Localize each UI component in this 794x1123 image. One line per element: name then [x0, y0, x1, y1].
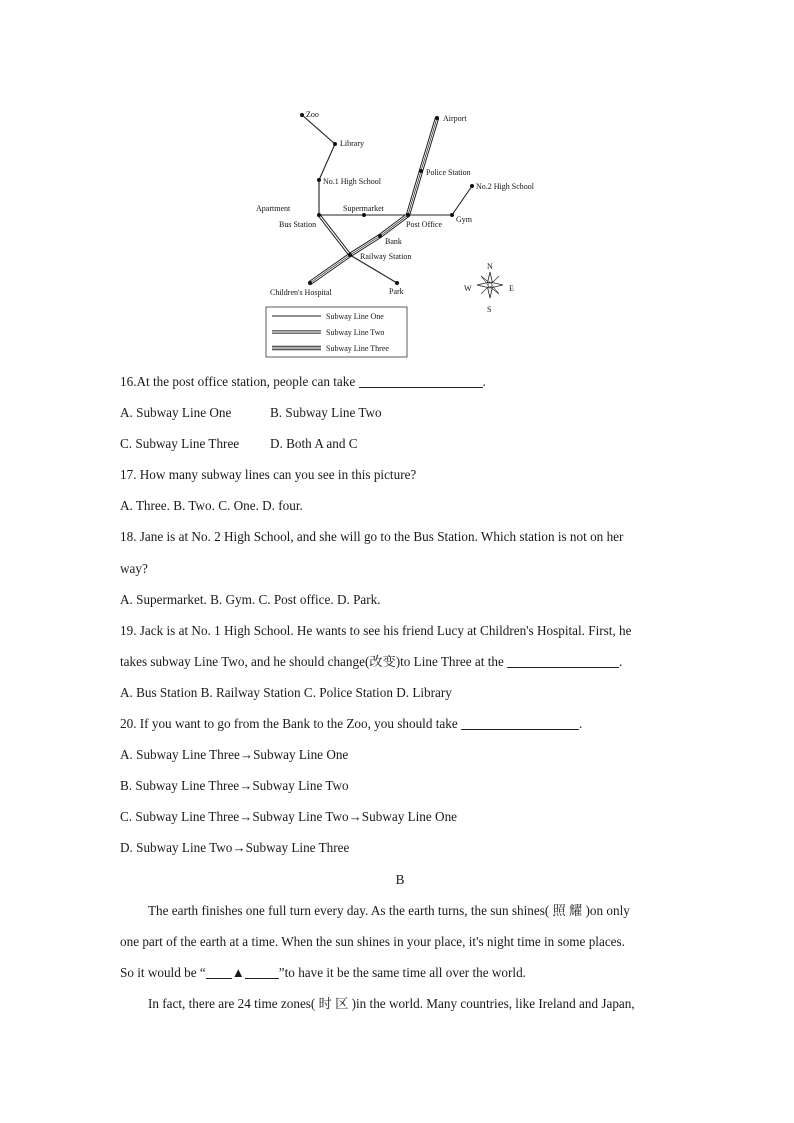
section-b-p1-line-3-pre: So it would be “ — [120, 964, 206, 980]
q16-end: . — [482, 374, 486, 389]
label-supermarket: Supermarket — [343, 204, 384, 213]
q18-stem-line-2: way? — [120, 560, 148, 576]
legend-label-line-one: Subway Line One — [326, 312, 384, 321]
label-bank: Bank — [385, 237, 402, 246]
label-no1-high-school: No.1 High School — [323, 177, 381, 186]
station-dot-no2-high-school — [470, 184, 474, 188]
section-b-p1-line-3 — [120, 961, 680, 992]
compass-w: W — [464, 284, 472, 293]
legend-label-line-three: Subway Line Three — [326, 344, 389, 353]
label-childrens-hospital: Children's Hospital — [270, 288, 332, 297]
q20-option-d[interactable]: D. Subway Line Two→Subway Line Three — [120, 840, 350, 856]
q18-options[interactable]: A. Supermarket. B. Gym. C. Post office. D. Park. — [120, 591, 381, 607]
compass-s: S — [487, 305, 492, 314]
subway-map — [250, 100, 550, 365]
q17-stem: 17. How many subway lines can you see in this picture? — [120, 467, 417, 483]
label-zoo: Zoo — [306, 110, 319, 119]
q17-options[interactable]: A. Three. B. Two. C. One. D. four. — [120, 498, 303, 514]
q20-end: . — [579, 716, 583, 732]
label-apartment: Apartment — [256, 204, 291, 213]
station-dot-post-office — [406, 213, 410, 217]
q16-stem: 16.At the post office station, people can take — [120, 374, 356, 389]
station-dot-bus-station — [317, 213, 321, 217]
station-dot-park — [395, 281, 399, 285]
q19-stem-line-1: 19. Jack is at No. 1 High School. He wants to see his friend Lucy at Children's Hospital. First, he — [120, 622, 632, 638]
section-b-p1-line-2: one part of the earth at a time. When the sun shines in your place, it's night time in some places. — [120, 933, 625, 949]
station-dot-bank — [378, 234, 382, 238]
q16-option-b[interactable]: B. Subway Line Two — [270, 405, 382, 421]
label-gym: Gym — [456, 215, 472, 224]
compass-n: N — [487, 262, 493, 271]
label-railway-station: Railway Station — [360, 252, 412, 261]
station-dot-library — [333, 142, 337, 146]
q20-stem: 20. If you want to go from the Bank to the Zoo, you should take — [120, 716, 458, 732]
q16-option-d[interactable]: D. Both A and C — [270, 436, 358, 452]
label-library: Library — [340, 139, 364, 148]
label-no2-high-school: No.2 High School — [476, 182, 534, 191]
station-dot-zoo — [300, 113, 304, 117]
subway-map-svg — [250, 100, 550, 365]
map-legend — [266, 307, 407, 357]
q19-answer-blank[interactable] — [507, 653, 619, 668]
q16-option-c[interactable]: C. Subway Line Three — [120, 436, 240, 452]
label-airport: Airport — [443, 114, 467, 123]
station-dot-no1-high-school — [317, 178, 321, 182]
line-two-inner-a — [319, 215, 350, 255]
worksheet-content — [120, 370, 680, 1023]
label-park: Park — [389, 287, 404, 296]
q16-options-row-2 — [120, 432, 680, 463]
station-dot-railway-station — [348, 253, 352, 257]
q19-stem-line-2 — [120, 650, 680, 681]
label-post-office: Post Office — [406, 220, 443, 229]
station-dot-supermarket — [362, 213, 366, 217]
station-dot-childrens-hospital — [308, 281, 312, 285]
q16-answer-blank[interactable] — [359, 373, 483, 388]
legend-label-line-two: Subway Line Two — [326, 328, 385, 337]
q20-option-b[interactable]: B. Subway Line Three→Subway Line Two — [120, 778, 349, 794]
passage-blank-left[interactable] — [206, 964, 232, 979]
compass-e: E — [509, 284, 514, 293]
section-b-p2-line-1: In fact, there are 24 time zones( 时 区 )in the world. Many countries, like Ireland and Japan, — [148, 995, 635, 1011]
line-one-main — [302, 115, 452, 215]
q18-stem-line-1: 18. Jane is at No. 2 High School, and she will go to the Bus Station. Which station is not on her — [120, 529, 624, 545]
q16-option-a[interactable]: A. Subway Line One — [120, 405, 232, 421]
q19-end: . — [619, 653, 623, 669]
section-b-heading: B — [395, 871, 405, 887]
section-b-p1-line-1: The earth finishes one full turn every day. As the earth turns, the sun shines( 照 耀 )on only — [148, 902, 630, 918]
station-dot-gym — [450, 213, 454, 217]
line-one-to-no2 — [452, 186, 472, 215]
q20-option-c[interactable]: C. Subway Line Three→Subway Line Two→Subway Line One — [120, 809, 458, 825]
q16-options-row-1 — [120, 401, 680, 432]
q20-option-a[interactable]: A. Subway Line Three→Subway Line One — [120, 747, 349, 763]
q19-stem-text: takes subway Line Two, and he should change(改变)to Line Three at the — [120, 653, 504, 669]
label-police-station: Police Station — [426, 168, 471, 177]
compass-rose-icon — [477, 272, 503, 298]
label-bus-station: Bus Station — [279, 220, 317, 229]
q20-stem-line — [120, 712, 680, 743]
q19-options[interactable]: A. Bus Station B. Railway Station C. Police Station D. Library — [120, 684, 452, 700]
section-b-p1-line-3-post: ”to have it be the same time all over the world. — [278, 964, 526, 980]
passage-blank-right[interactable] — [245, 964, 279, 979]
q20-answer-blank[interactable] — [461, 715, 579, 730]
station-dot-airport — [435, 116, 439, 120]
q16-stem-line — [120, 370, 680, 401]
station-dot-police-station — [419, 169, 423, 173]
passage-blank-marker: ▲ — [231, 964, 245, 980]
